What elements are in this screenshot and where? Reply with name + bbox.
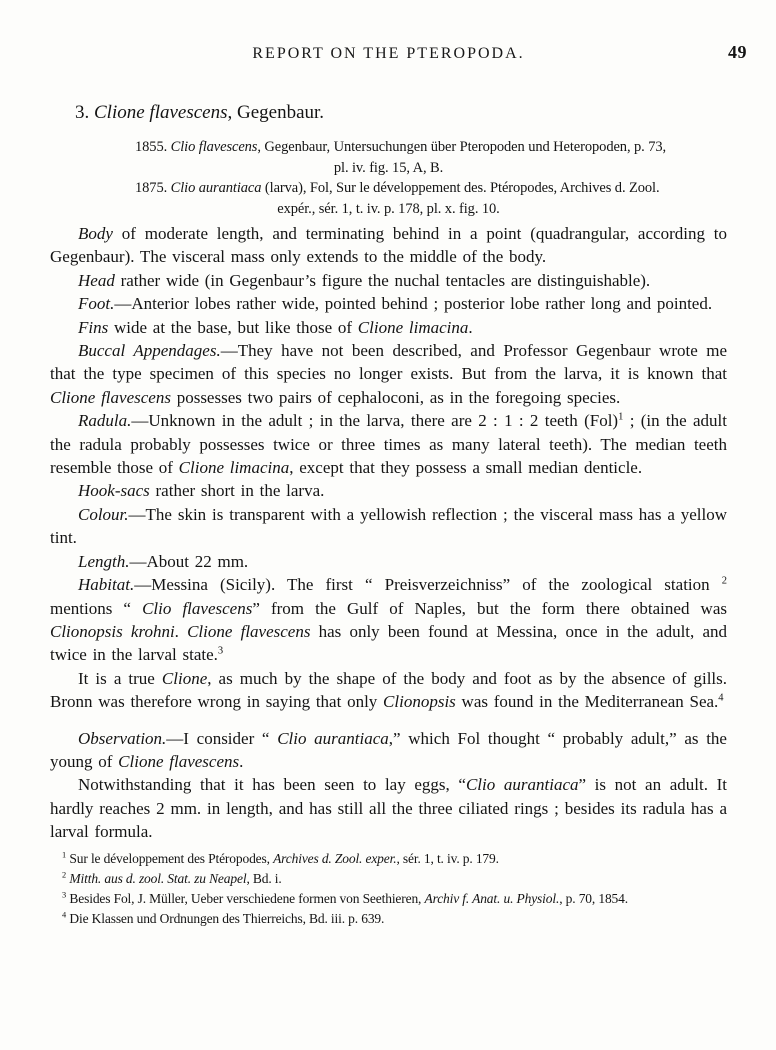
footnote-item: $^3$ Besides Fol, J. Müller, Ueber verschiedene formen von Seethieren, Archiv f. Anat. u. Physiol., p. 70, 1854.	[62, 890, 628, 906]
body-paragraph: Habitat.—Messina (Sicily). The first “ Preisverzeichniss” of the zoological station $^2$ mentions “ Clio flavescens” from the Gulf of Naples, but the form there obtained was Clionopsis krohni. Clione flavescens has only been found at Messina, once in the adult, and twice in the larval state.$^3$	[50, 575, 727, 665]
body-paragraph: Head rather wide (in Gegenbaur’s figure the nuchal tentacles are distinguishable).	[78, 270, 651, 290]
footnote-item: $^1$ Sur le développement des Ptéropodes, Archives d. Zool. exper., sér. 1, t. iv. p. 179.	[62, 850, 499, 866]
synonymy-continuation-line: expér., sér. 1, t. iv. p. 178, pl. x. fig. 10.	[277, 200, 500, 217]
body-paragraph: Notwithstanding that it has been seen to lay eggs, “Clio aurantiaca” is not an adult. It hardly reaches 2 mm. in length, and has still all the three ciliated rings ; besides its radula has a larval formula.	[50, 775, 727, 842]
footnote-item: $^2$ Mitth. aus d. zool. Stat. zu Neapel, Bd. i.	[62, 870, 282, 886]
body-paragraph: Body of moderate length, and terminating behind in a point (quadrangular, according to Gegenbaur). The visceral mass only extends to the middle of the body.	[50, 224, 727, 267]
body-paragraph: Length.—About 22 mm.	[78, 551, 249, 571]
body-paragraph: Radula.—Unknown in the adult ; in the larva, there are 2 : 1 : 2 teeth (Fol)$^1$ ; (in the adult the radula probably possesses twice or three times as many lateral teeth). The median teeth resemble those of Clione limacina, except that they possess a small median denticle.	[50, 411, 728, 478]
footnote-item: $^4$ Die Klassen und Ordnungen des Thierreichs, Bd. iii. p. 639.	[62, 910, 385, 926]
species-heading: 3. Clione flavescens, Gegenbaur.	[75, 102, 325, 123]
synonymy-main-line: 1875. Clio aurantiaca (larva), Fol, Sur le développement des. Ptéropodes, Archives d. Zool.	[135, 180, 660, 196]
body-paragraph: Hook-sacs rather short in the larva.	[78, 481, 325, 501]
footnotes	[50, 849, 727, 929]
synonymy-entry	[50, 178, 727, 219]
synonymy-continuation-line: pl. iv. fig. 15, A, B.	[333, 159, 444, 176]
page-number: 49	[728, 42, 747, 62]
body-paragraph: Observation.—I consider “ Clio aurantiaca,” which Fol thought “ probably adult,” as the young of Clione flavescens.	[50, 728, 727, 771]
synonymy-main-line: 1855. Clio flavescens, Gegenbaur, Untersuchungen über Pteropoden und Heteropoden, p. 73,	[135, 139, 667, 155]
running-header-title: REPORT ON THE PTEROPODA.	[252, 45, 525, 62]
running-header	[50, 42, 747, 67]
body-paragraph: It is a true Clione, as much by the shape of the body and foot as by the absence of gills. Bronn was therefore wrong in saying that only Clionopsis was found in the Mediterranean Sea.$^4$	[50, 668, 727, 712]
synonymy-entry	[50, 137, 727, 178]
body-paragraph: Foot.—Anterior lobes rather wide, pointed behind ; posterior lobe rather long and pointed.	[78, 294, 713, 314]
synonymy-list	[50, 137, 727, 219]
body-paragraph: Buccal Appendages.—They have not been described, and Professor Gegenbaur wrote me that the type specimen of this species no longer exists. But from the larva, it is known that Clione flavescens possesses two pairs of cephaloconi, as in the foregoing species.	[50, 341, 728, 407]
body-paragraph: Fins wide at the base, but like those of Clione limacina.	[78, 317, 473, 337]
body-paragraph: Colour.—The skin is transparent with a yellowish reflection ; the visceral mass has a yellow tint.	[50, 504, 727, 548]
body-paragraphs	[50, 222, 727, 844]
